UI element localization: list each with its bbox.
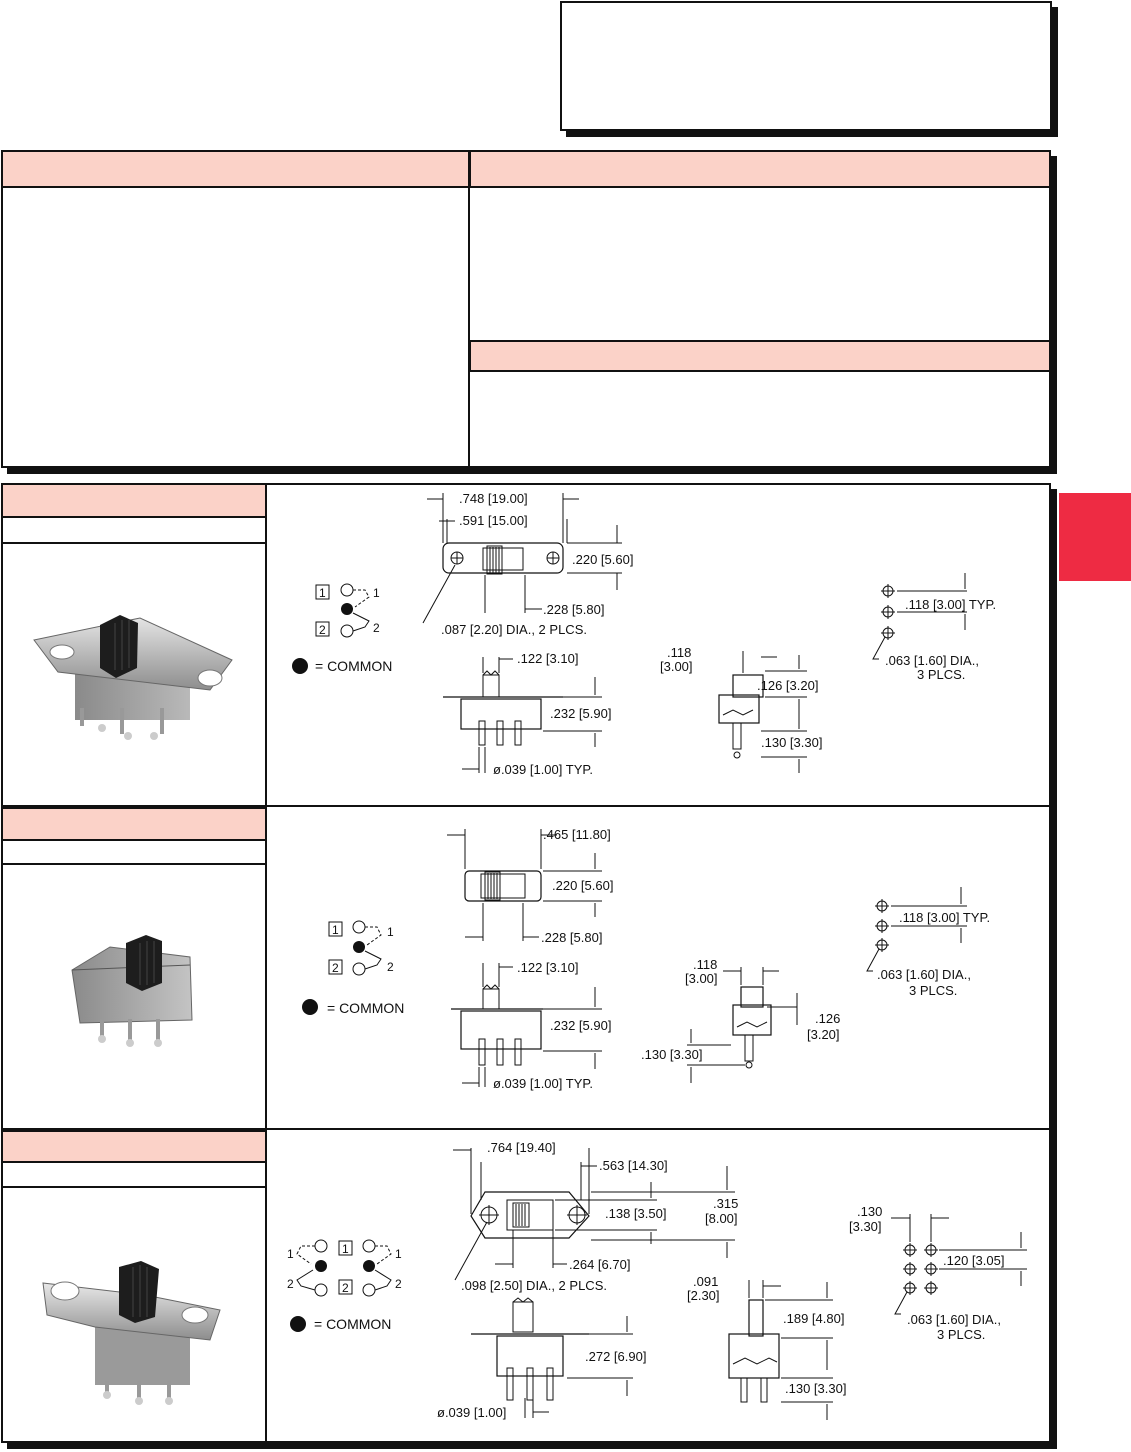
row1-dim-act-width: .122 [3.10]: [517, 651, 579, 666]
row1-end-pitch-mm: [3.00]: [660, 659, 693, 674]
row1-pcb-spacing: .118 [3.00] TYP.: [905, 597, 997, 612]
row3-legend-box2: 2: [342, 1281, 349, 1295]
row2-top-view: [447, 827, 613, 945]
row1-end-upper: .126 [3.20]: [757, 678, 819, 693]
spec-right-header: [469, 150, 1051, 188]
row1-legend-box1: 1: [319, 586, 326, 600]
row3-end-lower: .130 [3.30]: [785, 1381, 847, 1396]
row3-model-header: [1, 1130, 267, 1163]
row3-legend-box1: 1: [342, 1242, 349, 1256]
row1-legend-pos2: 2: [373, 621, 380, 635]
row2-end-view: [641, 957, 840, 1083]
row3-dim-actuator: .264 [6.70]: [569, 1257, 631, 1272]
spec-left-header: [1, 150, 471, 188]
row3-legend-pos2-left: 2: [287, 1277, 294, 1291]
row2-end-upper: .126: [815, 1011, 841, 1026]
row2-pcb-holes-count: 3 PLCS.: [909, 983, 958, 998]
row3-legend-pos2: 2: [395, 1277, 402, 1291]
row1-end-pitch: .118: [667, 645, 692, 660]
row1-dim-pin-dia: ø.039 [1.00] TYP.: [493, 762, 593, 777]
row3-end-pitch: .091: [693, 1274, 719, 1289]
row2-end-upper-mm: [3.20]: [807, 1027, 840, 1042]
row3-dim-mount: .563 [14.30]: [599, 1158, 668, 1173]
row3-pcb-holes-count: 3 PLCS.: [937, 1327, 986, 1342]
row3-dim-holes: .098 [2.50] DIA., 2 PLCS.: [461, 1278, 607, 1293]
row2-legend-box1: 1: [332, 923, 339, 937]
row3-legend-pos1: 1: [395, 1247, 402, 1261]
row2-pcb-spacing: .118 [3.00] TYP.: [899, 910, 991, 925]
row3-model-subline: [1, 1186, 265, 1188]
row2-model-subline: [1, 863, 265, 865]
row3-top-view: [453, 1140, 738, 1293]
row3-end-view: [687, 1274, 846, 1420]
row1-dim-body-height: .232 [5.90]: [550, 706, 612, 721]
row1-dim-holes: .087 [2.20] DIA., 2 PLCS.: [441, 622, 587, 637]
spec-right-subheader: [469, 340, 1051, 372]
row1-drawings: [267, 485, 1047, 803]
row2-legend-pos2: 2: [387, 960, 394, 974]
row3-dim-body-height: .272 [6.90]: [585, 1349, 647, 1364]
row2-pcb-layout: [867, 887, 990, 998]
row3-circuit-legend: [287, 1240, 402, 1332]
row2-dim-act-width: .122 [3.10]: [517, 960, 579, 975]
row1-pcb-holes-count: 3 PLCS.: [917, 667, 966, 682]
row2-legend-pos1: 1: [387, 925, 394, 939]
row2-dim-pin-dia: ø.039 [1.00] TYP.: [493, 1076, 593, 1091]
row3-end-upper: .189 [4.80]: [783, 1311, 845, 1326]
row3-dim-flange-mm: [8.00]: [705, 1211, 738, 1226]
row1-dim-actuator: .228 [5.80]: [543, 602, 605, 617]
row1-side-view: [443, 651, 611, 777]
row2-circuit-legend: [302, 921, 404, 1016]
row3-pcb-holes: .063 [1.60] DIA.,: [907, 1312, 1001, 1327]
row2-legend-common: = COMMON: [327, 1000, 405, 1016]
product-photo-2: [60, 925, 210, 1055]
section-tab: [1059, 493, 1131, 581]
row3-dim-height: .138 [3.50]: [605, 1206, 667, 1221]
row3-drawings: [267, 1130, 1047, 1440]
title-block: [560, 1, 1052, 131]
row3-side-view: [437, 1298, 646, 1420]
row2-dim-body-height: .232 [5.90]: [550, 1018, 612, 1033]
row1-legend-pos1: 1: [373, 586, 380, 600]
row1-circuit-legend: [292, 584, 392, 674]
row2-dim-height: .220 [5.60]: [552, 878, 614, 893]
row1-dim-overall: .748 [19.00]: [459, 491, 528, 506]
row1-pcb-holes: .063 [1.60] DIA.,: [885, 653, 979, 668]
product-photo-3: [35, 1255, 230, 1410]
row3-legend-common: = COMMON: [314, 1316, 392, 1332]
row2-legend-box2: 2: [332, 961, 339, 975]
row1-dim-mount: .591 [15.00]: [459, 513, 528, 528]
row1-legend-common: = COMMON: [315, 658, 393, 674]
row3-end-pitch-mm: [2.30]: [687, 1288, 720, 1303]
spec-divider: [468, 150, 470, 466]
row3-dim-overall: .764 [19.40]: [487, 1140, 556, 1155]
row3-dim-pin-dia: ø.039 [1.00]: [437, 1405, 507, 1420]
row3-legend-pos1-left: 1: [287, 1247, 294, 1261]
row2-drawings: [267, 807, 1047, 1127]
row3-pcb-spacing: .120 [3.05]: [943, 1253, 1005, 1268]
row2-end-pitch-mm: [3.00]: [685, 971, 718, 986]
row2-side-view: [451, 960, 611, 1091]
row1-dim-height: .220 [5.60]: [572, 552, 634, 567]
row3-pcb-layout: [849, 1204, 1027, 1342]
row3-pcb-pitch-mm: [3.30]: [849, 1219, 882, 1234]
row2-dim-actuator: .228 [5.80]: [541, 930, 603, 945]
row1-model-subline: [1, 542, 265, 544]
row1-pcb-layout: [873, 573, 996, 682]
row1-end-lower: .130 [3.30]: [761, 735, 823, 750]
row3-pcb-pitch: .130: [857, 1204, 883, 1219]
row1-model-header: [1, 483, 267, 518]
row2-dim-overall: .465 [11.80]: [543, 827, 611, 842]
row1-top-view: [423, 491, 633, 637]
row2-pcb-holes: .063 [1.60] DIA.,: [877, 967, 971, 982]
spec-panel: [1, 150, 1051, 468]
row2-end-pitch: .118: [693, 957, 718, 972]
row1-end-view: [660, 645, 822, 773]
row1-legend-box2: 2: [319, 623, 326, 637]
row2-model-header: [1, 807, 267, 841]
row3-dim-flange: .315: [713, 1196, 739, 1211]
row2-end-lower: .130 [3.30]: [641, 1047, 703, 1062]
product-photo-1: [20, 590, 245, 750]
